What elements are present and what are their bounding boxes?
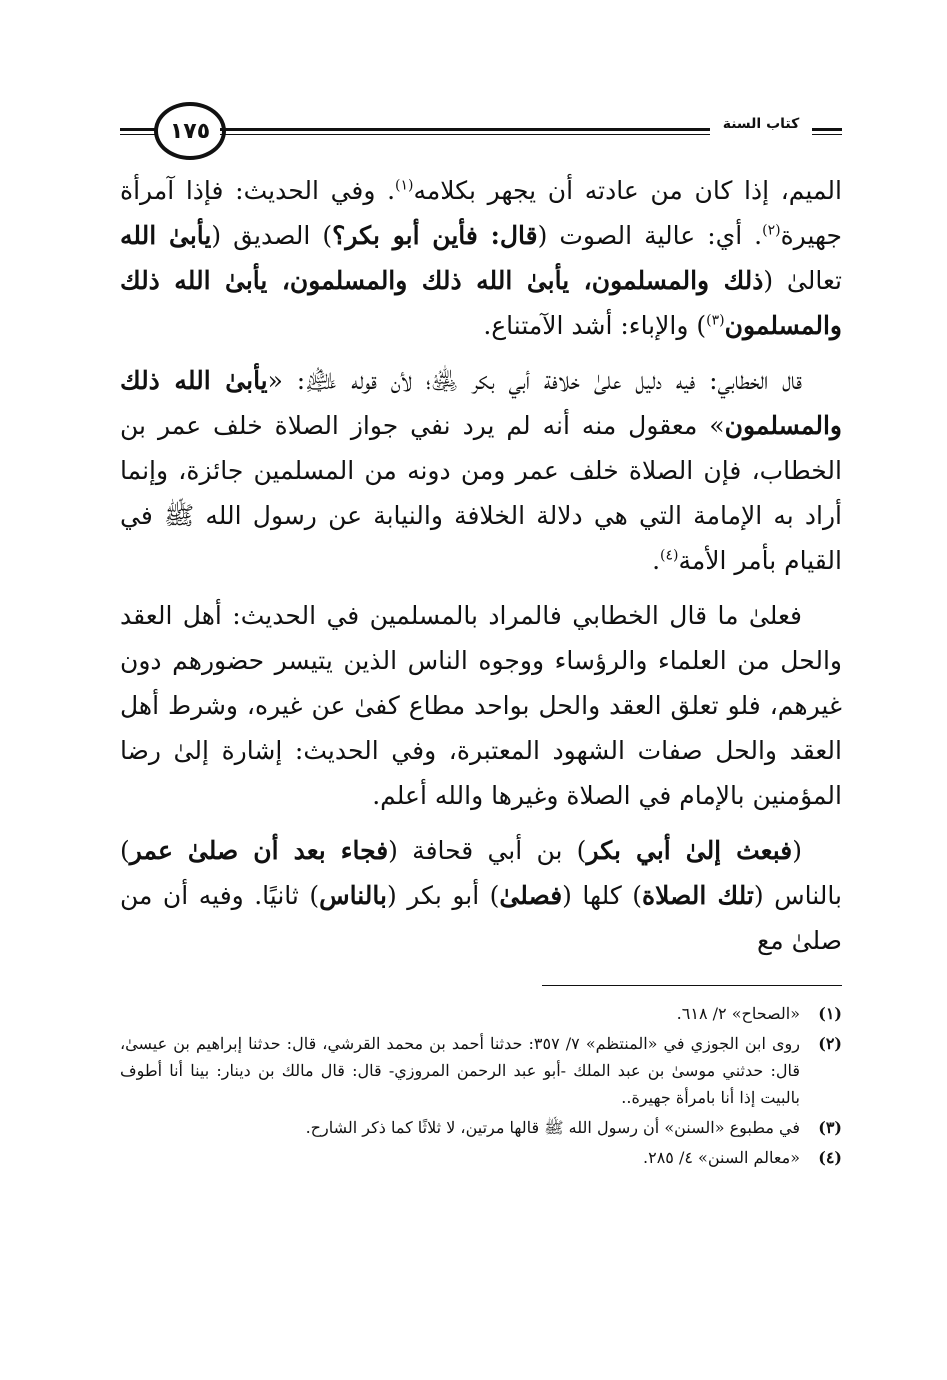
hadith-quote: يأبىٰ الله ذلك والمسلمون <box>120 366 842 440</box>
text-run: ) كلها ( <box>562 881 643 910</box>
footnote-number: (١) <box>818 1004 842 1023</box>
text-run: ( <box>792 836 802 865</box>
paragraph-2 <box>120 358 842 583</box>
text-run: ) ثانيًا. وفيه أن من صلىٰ مع <box>120 881 842 955</box>
footnote-text: روى ابن الجوزي في «المنتظم» ٧/ ٣٥٧: حدثنا أحمد بن محمد القرشي، قال: حدثنا إبراهيم بن عيسىٰ، قال: حدثني موسىٰ بن عبد الملك -أبو عبد الرحمن المروزي- قال: قال مالك بن دينار: بينا أنا أطوف بالبيت إذا أنا بامرأة جهيرة.. <box>120 1034 800 1107</box>
running-title: كتاب السنة <box>722 116 800 132</box>
text-run: . <box>652 546 661 575</box>
text-run: ) والإباء: أشد الآمتناع. <box>483 311 707 340</box>
book-page <box>120 96 842 1174</box>
text-run: . أي: عالية الصوت ( <box>537 221 763 250</box>
footnote-ref-1: (١) <box>395 177 414 194</box>
hadith-quote: ذلك والمسلمون، يأبىٰ الله ذلك والمسلمون، يأبىٰ الله ذلك والمسلمون <box>120 266 842 340</box>
text-run: قال الخطابي: فيه دليل علىٰ خلافة أبي بكر ﵁؛ لأن قوله ﵇: « <box>267 366 803 395</box>
footnote-4 <box>120 1144 842 1171</box>
text-run: تعالىٰ ( <box>763 266 842 295</box>
header-rule-right <box>812 128 842 135</box>
footnote-text: «معالم السنن» ٤/ ٢٨٥. <box>643 1148 800 1167</box>
text-run: فعلىٰ ما قال الخطابي فالمراد بالمسلمين في الحديث: أهل العقد والحل من العلماء والرؤساء ووجوه الناس الذين يتيسر حضورهم دون غيرهم، فلو تعلق العقد والحل بواحد مطاع كفىٰ عن غيره، وشرط أهل العقد والحل صفات الشهود المعتبرة، وفي الحديث: إشارة إلىٰ رضا المؤمنين بالإمام في الصلاة وغيرها والله أعلم. <box>120 601 842 810</box>
text-run: ) بن أبي قحافة ( <box>388 836 587 865</box>
header-rule-middle <box>220 128 710 135</box>
footnote-ref-2: (٢) <box>762 222 781 239</box>
footnote-2 <box>120 1030 842 1111</box>
footnote-ref-4: (٤) <box>660 547 679 564</box>
main-text <box>120 168 842 963</box>
hadith-quote: فصلىٰ <box>499 881 563 910</box>
footnote-separator <box>542 985 842 986</box>
footnote-text: في مطبوع «السنن» أن رسول الله ﷺ قالها مرتين، لا ثلاثًا كما ذكر الشارح. <box>305 1118 800 1137</box>
footnote-3 <box>120 1114 842 1141</box>
text-run: . وفي الحديث: فإذا آمرأة جهيرة <box>120 176 842 250</box>
hadith-quote: تلك الصلاة <box>642 881 754 910</box>
text-run: » معقول منه أنه لم يرد نفي جواز الصلاة خلف عمر بن الخطاب، فإن الصلاة خلف عمر ومن دونه من المسلمين جائزة، وإنما أراد به الإمامة التي هي دلالة الخلافة والنيابة عن رسول الله ﷺ في القيام بأمر الأمة <box>120 411 842 575</box>
footnote-number: (٤) <box>818 1148 842 1167</box>
hadith-quote: قال: فأين أبو بكر؟ <box>332 221 538 250</box>
footnote-1 <box>120 1000 842 1027</box>
footnote-ref-3: (٣) <box>706 312 725 329</box>
hadith-quote: بالناس <box>319 881 387 910</box>
footnote-number: (٣) <box>818 1118 842 1137</box>
text-run: ) أبو بكر ( <box>387 881 500 910</box>
paragraph-4 <box>120 828 842 963</box>
hadith-quote: فبعث إلىٰ أبي بكر <box>586 836 793 865</box>
text-run: الميم، إذا كان من عادته أن يجهر بكلامه <box>413 176 842 205</box>
footnote-number: (٢) <box>818 1034 842 1053</box>
hadith-quote: يأبىٰ الله <box>120 221 212 250</box>
footnote-text: «الصحاح» ٢/ ٦١٨. <box>676 1004 800 1023</box>
text-run: ) الصديق ( <box>211 221 333 250</box>
page-number-badge <box>154 102 226 160</box>
text-run: ) بالناس ( <box>120 836 842 910</box>
page-header <box>120 96 842 168</box>
paragraph-1 <box>120 168 842 348</box>
footnotes <box>120 1000 842 1171</box>
paragraph-3 <box>120 593 842 818</box>
hadith-quote: فجاء بعد أن صلىٰ عمر <box>129 836 389 865</box>
page-number: ١٧٥ <box>169 118 211 144</box>
